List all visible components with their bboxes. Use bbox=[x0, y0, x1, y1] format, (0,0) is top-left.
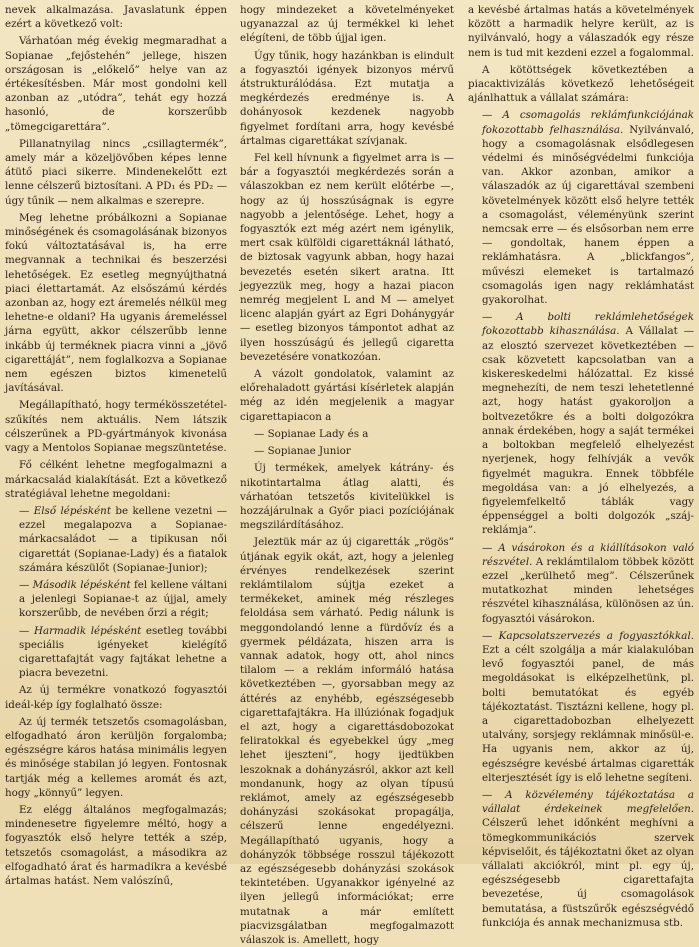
column-3 bbox=[468, 3, 695, 929]
paragraph bbox=[5, 683, 227, 711]
paragraph bbox=[240, 49, 454, 148]
text-run: Meg lehetne próbálkozni a Sopianae minőségének és csomagolásának bizonyos fokú változtatásával is, ha erre megvannak a technikai és beszerzési lehetőségek. Ez esetleg megnyújthatná piaci élettartamát. Az elsőszámú kérdés azonban az, hogy ezt áremelés nélkül meg lehetne-e oldani? Ha ugyanis áremeléssel járna együtt, akkor célszerűbb lenne inkább új terméknek piacra vinni a „jövő cigarettáját”, nem foglalkozva a Sopianae nem egészen biztos kimenetelű javításával. bbox=[5, 211, 227, 395]
text-run: Fő célként lehetne megfogalmazni a márkacsalád kialakítását. Ezt a következő stratégiával lehetne megoldani: bbox=[5, 459, 227, 500]
text-run: be kellene vezetni — ezzel megalapozva a Sopianae-márkacsaládot — a tipikusan női cigarettát (Sopianae-Lady) és a fiatalok számára készülőt (Sopianae-Junior); bbox=[19, 504, 227, 574]
text-run: A kötöttségek következtében a piacaktivizálás következő lehetőségeit ajánlhattuk a vállalat számára: bbox=[468, 63, 694, 105]
paragraph bbox=[5, 211, 227, 396]
paragraph bbox=[468, 541, 694, 626]
paragraph bbox=[468, 310, 694, 537]
text-run: — bbox=[19, 578, 33, 591]
text-run: nevek alkalmazása. Javaslatunk éppen ezért a következő volt: bbox=[5, 4, 227, 31]
paragraph bbox=[5, 624, 227, 681]
text-run: Jeleztük már az új cigaretták „rögös” útjának egyik okát, azt, hogy a jelenleg érvényes rendelkezések szerint reklámtilalom sújtja ezeket a termékeket, aminek még részleges feloldása sem várható. Pedig nálunk is meggondolandó lenne a fürdővíz és a gyermek példázata, hiszen arra is vannak adatok, hogy ott, ahol nincs tilalom — a reklám informáló hatása következtében —, gyorsabban megy az áttérés az enyhébb, egészségesebb cigarettafajtákra. Ha illúziónak fogadjuk el azt, hogy a cigarettásdobozokat feliratokkal és egyebekkel úgy „meg lehet ijeszteni”, hogy ijedtükben leszoknak a dohányzásról, akkor azt kell mondanunk, hogy az olyan típusú reklámot, amely az egészségesebb dohányzási szokásokat propagálja, célszerű lenne engedélyezni. Megállapítható ugyanis, hogy a dohányzók többsége rosszul tájékozott az egészségesebb dohányzási szokások tekintetében. Ugyanakkor igényelné az ilyen jellegű információkat; erre mutatnak a már említett piacvizsgálatban megfogalmazott válaszok is. Amellett, hogy bbox=[240, 536, 454, 946]
text-run: fel kellene váltani a jelenlegi Sopianae-t az újjal, amely korszerűbb, de nevében őrzi a régit; bbox=[19, 578, 227, 620]
paragraph bbox=[5, 578, 227, 621]
text-run: — Sopianae Junior bbox=[254, 445, 351, 458]
column-1 bbox=[5, 3, 227, 887]
text-run: Nyilvánvaló, hogy a csomagolásnak elsődlegesen védelmi és minőségvédelmi funkciója van. Akkor azonban, amikor a válaszadók az új cigarettával szembeni követelmények között első helyre tették a csomagolást, véleményünk szerint nemcsak erre — és elsősorban nem erre — gondoltak, hanem éppen a reklámhatásra. A „blickfangos”, művészi elemeket is tartalmazó csomagolás igen nagy reklámhatást gyakorolhat. bbox=[482, 123, 694, 307]
paragraph bbox=[5, 458, 227, 501]
paragraph bbox=[240, 151, 454, 364]
text-run: Megállapítható, hogy termékösszetétel-szűkítés nem aktuális. Nem látszik célszerűnek a PD-gyártmányok kivonása vagy a Mentolos Sopianae megszüntetése. bbox=[5, 399, 227, 455]
paragraph bbox=[240, 535, 454, 947]
paragraph bbox=[240, 444, 454, 458]
paragraph bbox=[468, 63, 694, 106]
emphasized-text: Első lépésként bbox=[33, 504, 111, 517]
emphasized-text: A bolti reklámlehetőségek fokozottabb kihasználása. bbox=[482, 311, 695, 338]
paragraph bbox=[468, 108, 694, 307]
text-run: Ez elégg általános megfogalmazás; mindenesetre figyelemre méltó, hogy a fogyasztók első helyre tették a szép, tetszetős csomagolást, a másodikra az elfogadható árat és harmadikra a kevésbé ártalmas hatást. Nem valószínű, bbox=[5, 803, 227, 887]
paragraph bbox=[240, 427, 454, 441]
text-run: A reklámtilalom többek között ezzel „kerülhető meg”. Célszerűnek mutatkozhat minden lehetséges részvétel kihasználása, különösen az ún. fogyasztói vásárokon. bbox=[482, 555, 694, 625]
paragraph bbox=[240, 461, 454, 532]
text-run: — bbox=[482, 788, 506, 801]
text-run: Új termékek, amelyek kátrány- és nikotintartalma átlag alatti, és várhatóan tetszetős kivitelükkel is hozzájárulnak a Győr piaci pozíciójának megszilárdításához. bbox=[240, 462, 454, 532]
emphasized-text: Második lépésként bbox=[32, 578, 131, 591]
text-run: A vázolt gondolatok, valamint az előrehaladott gyártási kísérletek alapján még az idén megjelenik a magyar cigarettapiacon a bbox=[240, 368, 454, 423]
paragraph bbox=[468, 788, 694, 930]
paragraph bbox=[240, 367, 454, 424]
emphasized-text: A csomagolás reklámfunkciójának fokozottabb felhasználása. bbox=[482, 109, 694, 136]
paragraph bbox=[5, 137, 227, 208]
text-run: — bbox=[482, 541, 499, 554]
paragraph bbox=[5, 504, 227, 575]
paragraph bbox=[240, 3, 454, 46]
text-run: Az új termék tetszetős csomagolásban, elfogadható áron kerüljön forgalomba; egészségre káros hatása minimális legyen és minősége stabilan jó legyen. Fontosnak tartják még a kellemes aromát és azt, hogy „könnyű” legyen. bbox=[5, 715, 227, 799]
emphasized-text: A közvélemény tájékoztatása a vállalat érdekeinek megfelelően. bbox=[482, 788, 694, 816]
text-run: — bbox=[482, 109, 503, 122]
paragraph bbox=[5, 803, 227, 888]
text-run: esetleg további speciális igényeket kielégítő cigarettafajtát vagy fajtákat lehetne a piacra bevezetni. bbox=[19, 624, 227, 680]
text-run: Az új termékre vonatkozó fogyasztói ideál-kép így foglalható össze: bbox=[5, 684, 227, 711]
text-run: Célszerű lehet időnként meghívni a tömegkommunikációs szervek képviselőit, és tájékoztatni őket az olyan vállalati akciókról, mint pl. egy új, egészségesebb cigarettafajta bevezetése, új csomagolások bemutatása, a füstszűrők egészségvédő funkciója és annak mechanizmusa stb. bbox=[482, 817, 694, 929]
paragraph bbox=[5, 715, 227, 800]
paragraph bbox=[5, 34, 227, 133]
text-run: A Vállalat — az elosztó szervezet következtében — csak közvetett kapcsolatban van a kiskereskedelmi hálózattal. Ez kissé megnehezíti, de nem teszi lehetetlenné azt, hogy hatást gyakoroljon a boltvezetőkre és a bolti dolgozókra annak érdekében, hogy a saját termékei a boltokban megfelelő elhelyezést nyerjenek, hogy felhívják a vevők figyelmét magukra. Ennek többféle megoldása van: a jó elhelyezés, a figyelemfelkeltő táblák vagy éppenséggel a bolti dolgozók „száj-reklámja”. bbox=[482, 325, 695, 537]
text-run: hogy mindezeket a követelményeket ugyanazzal az új termékkel ki lehet elégíteni, de több újjal igen. bbox=[240, 4, 454, 45]
text-run: Úgy tűnik, hogy hazánkban is elindult a fogyasztói igények bizonyos mérvű átstrukturálódása. Ezt mutatja a megkérdezés eredménye is. A dohányosok kezdenek nagyobb figyelmet fordítani arra, hogy kevésbé ártalmas cigarettákat szívjanak. bbox=[240, 49, 454, 147]
emphasized-text: Kapcsolatszervezés a fogyasztókkal. bbox=[498, 629, 695, 642]
text-run: — bbox=[482, 311, 517, 324]
column-2 bbox=[240, 3, 454, 946]
emphasized-text: Harmadik lépésként bbox=[34, 624, 142, 637]
paragraph bbox=[468, 629, 694, 785]
text-run: Várhatóan még évekig megmaradhat a Sopianae „fejőstehén” jellege, hiszen országosan is „előkelő” helye van az értékesítésben. Már most gondolni kell azonban az „utódra”, tehát egy hozzá hasonló, de korszerűbb „tömegcigarettára”. bbox=[5, 35, 227, 133]
paragraph bbox=[468, 3, 694, 60]
text-run: — bbox=[19, 504, 34, 517]
text-run: Pillanatnyilag nincs „csillagtermék”, amely már a közeljövőben képes lenne átütő piaci sikerre. Mindenekelőtt ezt lenne célszerű biztosítani. A PD₁ és PD₂ — úgy tűnik — nem alkalmas e szerepre. bbox=[5, 137, 227, 207]
text-run: — bbox=[19, 624, 34, 637]
text-run: — Sopianae Lady és a bbox=[254, 427, 369, 440]
paragraph bbox=[5, 3, 227, 31]
text-run: — bbox=[482, 629, 499, 642]
emphasized-text: A vásárokon és a kiállításokon való részvétel. bbox=[482, 541, 694, 568]
text-run: Ezt a célt szolgálja a már kialakulóban levő fogyasztói panel, de más megoldásokat is elképzelhetünk, pl. bolti bemutatókat és egyéb tájékoztatást. Tisztázni kellene, hogy pl. a cigarettadobozban elhelyezett utalvány, sorsjegy reklámnak minősül-e. Ha ugyanis nem, akkor az új, egészségre kevésbé ártalmas cigaretták elterjesztését így is elő lehetne segíteni. bbox=[482, 643, 694, 784]
paragraph bbox=[5, 398, 227, 455]
text-run: a kevésbé ártalmas hatás a követelmények között a harmadik helyre került, az is nyilvánvaló, hogy a válaszadók egy része nem is tud mit kezdeni ezzel a fogalommal. bbox=[468, 4, 694, 59]
text-run: Fel kell hívnunk a figyelmet arra is — bár a fogyasztói megkérdezés során a válaszokban ez nem került előtérbe —, hogy az új hosszúságnak is egyre nagyobb a jelentősége. Lehet, hogy a fogyasztók ezt még azért nem igénylik, mert csak külföldi cigarettáknál látható, de biztosak vagyunk abban, hogy hazai bevezetés esetén sikert aratna. Itt jegyezzük meg, hogy a hazai piacon nemrég megjelent L and M — amelyet licenc alapján gyárt az Egri Dohánygyár — esetleg bizonyos támpontot adhat az ilyen hosszúságú és jellegű cigaretta bevezetésére vonatkozóan. bbox=[240, 152, 454, 363]
